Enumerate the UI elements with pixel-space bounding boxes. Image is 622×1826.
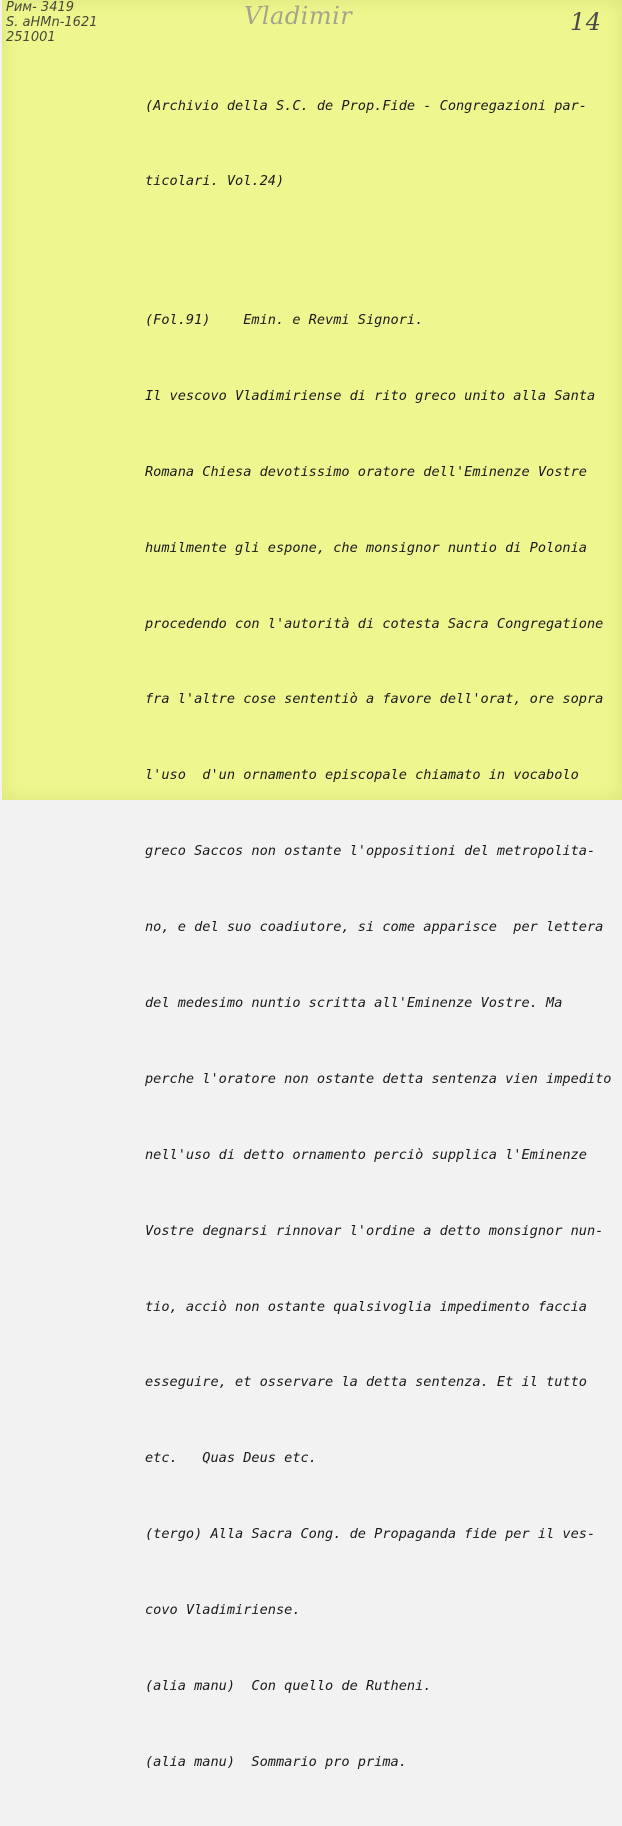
body-line: nell'uso di detto ornamento perciò supplica l'Eminenze bbox=[145, 1146, 587, 1163]
body-line: (alia manu) Con quello de Rutheni. bbox=[145, 1678, 432, 1694]
body-line: covo Vladimiriense. bbox=[145, 1602, 301, 1619]
body-line: Il vescovo Vladimiriense di rito greco unito alla Santa bbox=[145, 387, 596, 404]
body-line: etc. Quas Deus etc. bbox=[145, 1450, 317, 1467]
body-line: l'uso d'un ornamento episcopale chiamato in vocabolo bbox=[145, 767, 579, 784]
document-page bbox=[2, 0, 622, 1770]
body-line: Romana Chiesa devotissimo oratore dell'Eminenze Vostre bbox=[145, 463, 587, 480]
body-line: greco Saccos non ostante l'oppositioni del metropolita- bbox=[145, 843, 596, 860]
body-line: esseguire, et osservare la detta sentenza. Et il tutto bbox=[145, 1374, 587, 1391]
body-line: (alia manu) Sommario pro prima. bbox=[145, 1753, 407, 1770]
page-number: 14 bbox=[570, 8, 602, 36]
archive-stamp bbox=[6, 0, 98, 45]
body-line: tio, acciò non ostante qualsivoglia impedimento faccia bbox=[145, 1298, 587, 1315]
body-line: no, e del suo coadiutore, si come apparisce per lettera bbox=[145, 919, 604, 936]
handwritten-title: Vladimir bbox=[244, 2, 353, 30]
body-line: (Fol.91) Emin. e Revmi Signori. bbox=[145, 311, 424, 328]
typed-text-block bbox=[145, 43, 612, 1826]
body-line: fra l'altre cose sententiò a favore dell'orat, ore sopra bbox=[145, 691, 604, 708]
body-line: humilmente gli espone, che monsignor nuntio di Polonia bbox=[145, 539, 587, 556]
archive-mark-2: S. aHMn-1621 bbox=[6, 15, 98, 30]
body-line: (tergo) Alla Sacra Cong. de Propaganda fide per il ves- bbox=[145, 1526, 596, 1543]
body-line: perche l'oratore non ostante detta sentenza vien impedito bbox=[145, 1070, 612, 1087]
spacer bbox=[145, 245, 612, 257]
source-header-line: ticolari. Vol.24) bbox=[145, 173, 285, 190]
archive-mark-1: Рим- 3419 bbox=[6, 0, 75, 15]
body-line: del medesimo nuntio scritta all'Eminenze Vostre. Ma bbox=[145, 994, 563, 1011]
body-line: Vostre degnarsi rinnovar l'ordine a detto monsignor nun- bbox=[145, 1222, 604, 1239]
body-line: procedendo con l'autorità di cotesta Sacra Congregatione bbox=[145, 615, 604, 632]
source-header-line: (Archivio della S.C. de Prop.Fide - Congregazioni par- bbox=[145, 97, 587, 114]
archive-mark-3: 251001 bbox=[6, 30, 56, 45]
